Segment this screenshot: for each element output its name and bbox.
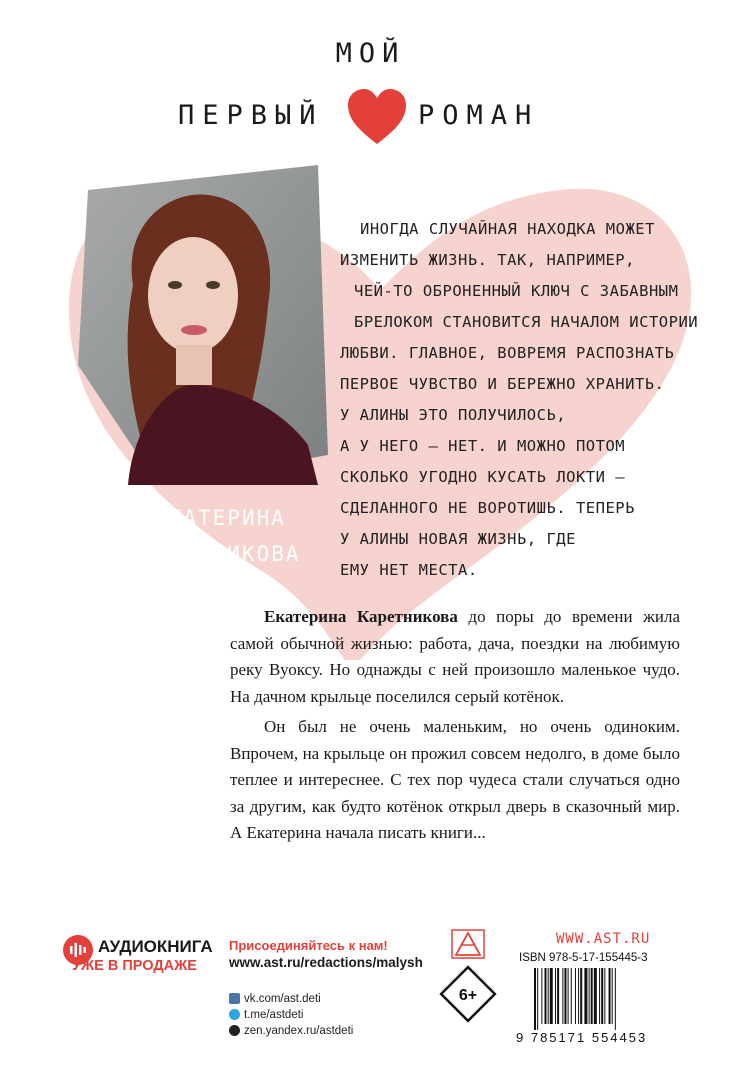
blurb-line: ЛЮБВИ. ГЛАВНОЕ, ВОВРЕМЯ РАСПОЗНАТЬ — [340, 344, 675, 362]
bio-author-name: Екатерина Каретникова — [264, 607, 458, 626]
age-rating-badge — [439, 965, 497, 1023]
social-text: vk.com/ast.deti — [244, 993, 321, 1005]
barcode — [532, 968, 670, 1030]
audiobook-subtitle: УЖЕ В ПРОДАЖЕ — [72, 958, 197, 974]
publisher-site[interactable]: WWW.AST.RU — [556, 931, 651, 947]
blurb-line: А У НЕГО — НЕТ. И МОЖНО ПОТОМ — [340, 437, 626, 455]
barcode-bar — [557, 968, 559, 1024]
social-link-telegram[interactable] — [229, 1009, 303, 1021]
series-title-line1: МОЙ — [335, 38, 406, 69]
author-name-overlay — [120, 500, 320, 572]
blurb-line: У АЛИНЫ ЭТО ПОЛУЧИЛОСЬ, — [340, 406, 567, 424]
blurb-line: ПЕРВОЕ ЧУВСТВО И БЕРЕЖНО ХРАНИТЬ. — [340, 375, 665, 393]
barcode-bar — [612, 968, 613, 1024]
join-link[interactable]: www.ast.ru/redactions/malysh — [229, 955, 423, 970]
barcode-bar — [562, 968, 563, 1024]
join-heading: Присоединяйтесь к нам! — [229, 938, 388, 953]
barcode-bar — [537, 968, 538, 1030]
author-bio — [230, 604, 680, 851]
blurb-line: ЧЕЙ-ТО ОБРОНЕННЫЙ КЛЮЧ С ЗАБАВНЫМ — [354, 282, 679, 300]
blurb-line: СКОЛЬКО УГОДНО КУСАТЬ ЛОКТИ — — [340, 468, 626, 486]
author-last-name: КАРЕТНИКОВА — [139, 542, 301, 566]
age-rating-text: 6+ — [458, 987, 478, 1004]
series-title-right: РОМАН — [418, 100, 540, 131]
barcode-bar — [545, 968, 547, 1024]
barcode-bar — [564, 968, 566, 1024]
blurb-line: ЕМУ НЕТ МЕСТА. — [340, 561, 478, 579]
telegram-icon — [229, 1009, 240, 1020]
blurb-line: У АЛИНЫ НОВАЯ ЖИЗНЬ, ГДЕ — [340, 530, 576, 548]
blurb-line: ИНОГДА СЛУЧАЙНАЯ НАХОДКА МОЖЕТ — [360, 220, 655, 238]
series-title-left: ПЕРВЫЙ — [178, 100, 324, 131]
barcode-bar — [589, 968, 590, 1024]
heart-icon — [346, 88, 408, 146]
barcode-bar — [609, 968, 611, 1024]
isbn: ISBN 978-5-17-155445-3 — [519, 952, 648, 964]
publisher-logo-icon — [451, 929, 485, 959]
barcode-bar — [601, 968, 603, 1024]
blurb-line: ИЗМЕНИТЬ ЖИЗНЬ. ТАК, НАПРИМЕР, — [340, 251, 635, 269]
barcode-bar — [599, 968, 600, 1024]
vk-icon — [229, 993, 240, 1004]
barcode-bar — [615, 968, 616, 1030]
bio-text: до поры до времени жила самой обычной жизнью: работа, дача, поездки на любимую реку Вуоксу. Но однажды с ней произошло маленькое чудо. На дачном крыльце поселился серый котёнок. — [230, 607, 681, 706]
barcode-bar — [534, 968, 536, 1030]
author-photo — [78, 165, 328, 485]
blurb-line: БРЕЛОКОМ СТАНОВИТСЯ НАЧАЛОМ ИСТОРИИ — [354, 313, 699, 331]
author-first-name: ЕКАТЕРИНА — [154, 506, 286, 530]
barcode-bar — [550, 968, 553, 1024]
bio-paragraph-2: Он был не очень маленьким, но очень одиноким. Впрочем, на крыльце он прожил совсем недолго, в доме было теплее и интереснее. С тех пор чудеса стали случаться одно за другим, как будто котёнок открыл дверь в сказочный мир. А Екатерина начала писать книги... — [230, 717, 680, 842]
audiobook-title: АУДИОКНИГА — [98, 937, 213, 956]
barcode-bar — [604, 968, 605, 1024]
annotation-text — [340, 214, 700, 586]
barcode-bar — [578, 968, 579, 1024]
social-text: t.me/astdeti — [244, 1009, 304, 1021]
barcode-number: 9 785171 554453 — [516, 1030, 648, 1045]
barcode-bar — [580, 968, 582, 1024]
barcode-bar — [584, 968, 587, 1024]
barcode-bar — [591, 968, 593, 1024]
barcode-bar — [541, 968, 542, 1024]
barcode-bar — [575, 968, 576, 1024]
blurb-line: СДЕЛАННОГО НЕ ВОРОТИШЬ. ТЕПЕРЬ — [340, 499, 635, 517]
zen-icon — [229, 1025, 240, 1036]
barcode-bar — [594, 968, 597, 1024]
social-text: zen.yandex.ru/astdeti — [244, 1025, 354, 1037]
social-link-vk[interactable] — [229, 993, 321, 1005]
barcode-bar — [555, 968, 556, 1024]
barcode-bar — [568, 968, 569, 1024]
barcode-bar — [548, 968, 549, 1024]
bio-paragraph-1 — [230, 604, 680, 710]
barcode-bar — [571, 968, 572, 1024]
social-link-zen[interactable] — [229, 1025, 353, 1037]
